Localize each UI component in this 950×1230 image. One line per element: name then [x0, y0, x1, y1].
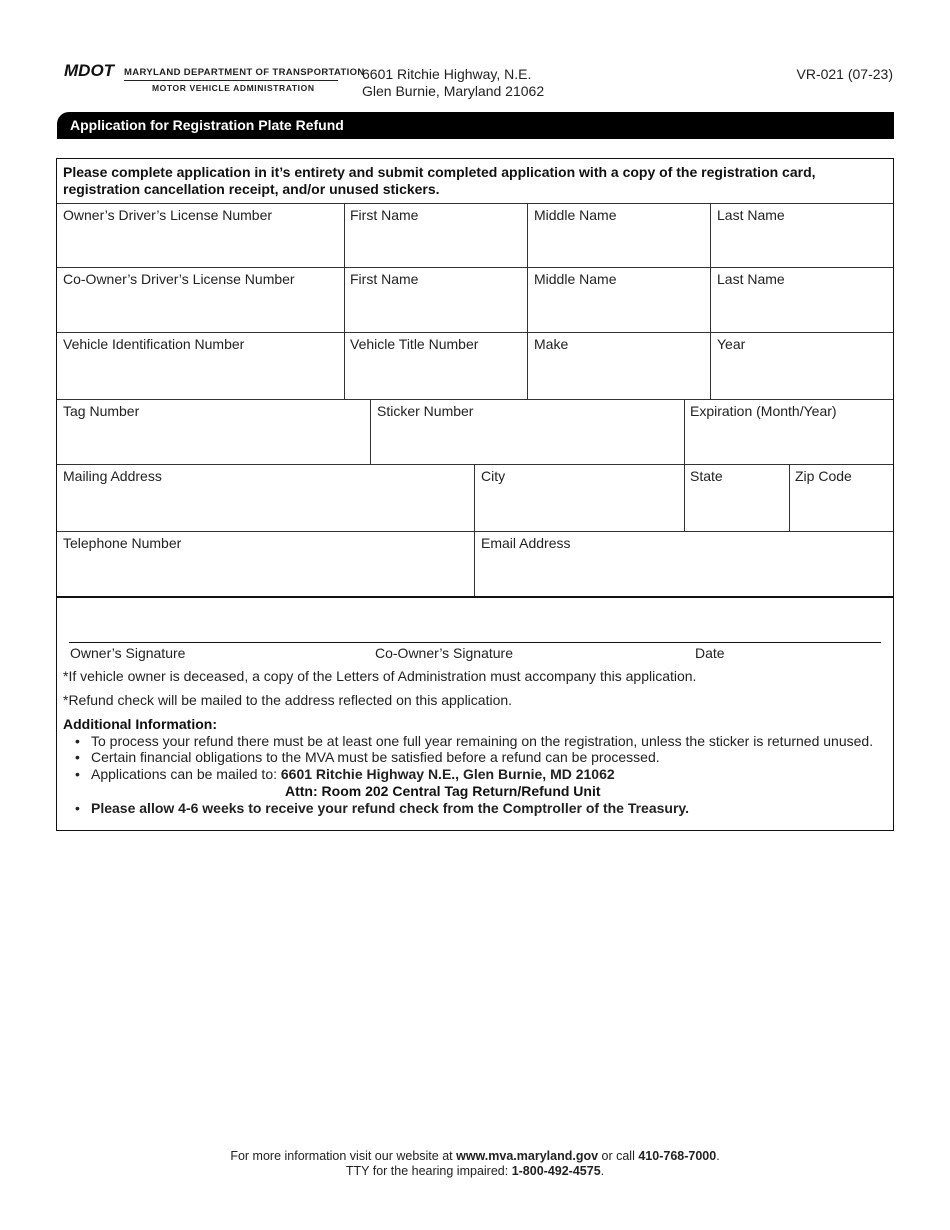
title-bar	[57, 112, 894, 139]
expiration-field[interactable]	[685, 400, 893, 464]
agency-division: MOTOR VEHICLE ADMINISTRATION	[152, 83, 315, 93]
signature-area[interactable]	[69, 601, 881, 641]
date-label: Date	[695, 645, 725, 661]
phone-number: 410-768-7000	[638, 1149, 717, 1163]
mdot-logo	[64, 62, 122, 78]
footer-text: .	[716, 1149, 720, 1163]
telephone-label: Telephone Number	[63, 535, 182, 551]
owner-first-name-label: First Name	[350, 207, 419, 223]
bullet-text: Applications can be mailed to:	[91, 766, 281, 782]
bullet-text: Certain financial obligations to the MVA must be satisfied before a refund can be processed.	[91, 749, 660, 765]
expiration-label: Expiration (Month/Year)	[690, 403, 837, 419]
year-field[interactable]	[711, 333, 893, 399]
coowner-last-name-label: Last Name	[717, 271, 785, 287]
form-number: VR-021 (07-23)	[796, 66, 893, 82]
coowner-last-name-field[interactable]	[711, 268, 893, 332]
list-item: • Certain financial obligations to the MVA must be satisfied before a refund can be processed.	[75, 749, 660, 765]
email-field[interactable]	[475, 532, 893, 596]
address-line-2: Glen Burnie, Maryland 21062	[362, 83, 545, 99]
owner-middle-name-field[interactable]	[528, 203, 710, 267]
make-label: Make	[534, 336, 569, 352]
email-label: Email Address	[481, 535, 571, 551]
form-title: Application for Registration Plate Refund	[70, 117, 344, 133]
title-number-label: Vehicle Title Number	[350, 336, 479, 352]
sticker-number-label: Sticker Number	[377, 403, 474, 419]
footer-text: For more information visit our website at	[230, 1149, 457, 1163]
mailing-address-field[interactable]	[57, 465, 474, 531]
tag-number-label: Tag Number	[63, 403, 140, 419]
footer-text: .	[600, 1164, 605, 1178]
title-number-field[interactable]	[345, 333, 527, 399]
make-field[interactable]	[528, 333, 710, 399]
list-item: • To process your refund there must be at least one full year remaining on the registration, unless the sticker is returned unused.	[75, 733, 874, 749]
refund-mail-note: *Refund check will be mailed to the address reflected on this application.	[63, 692, 513, 708]
state-field[interactable]	[685, 465, 789, 531]
application-form	[56, 158, 894, 831]
owner-middle-name-label: Middle Name	[534, 207, 617, 223]
coowner-middle-name-field[interactable]	[528, 268, 710, 332]
logo-text: MDOT	[64, 62, 115, 78]
bullet-text: To process your refund there must be at least one full year remaining on the registration, unless the sticker is returned unused.	[91, 733, 874, 749]
deceased-note: *If vehicle owner is deceased, a copy of the Letters of Administration must accompany this application.	[63, 668, 697, 684]
signature-line	[69, 642, 881, 643]
sticker-number-field[interactable]	[371, 400, 684, 464]
coowner-dl-field[interactable]	[57, 268, 344, 332]
address-line-1: 6601 Ritchie Highway, N.E.	[362, 66, 532, 82]
year-label: Year	[717, 336, 746, 352]
owner-last-name-field[interactable]	[711, 203, 893, 267]
agency-name: MARYLAND DEPARTMENT OF TRANSPORTATION	[124, 67, 365, 78]
city-label: City	[481, 468, 506, 484]
form-instructions: Please complete application in it’s entirety and submit completed application with a copy of the registration card, registration cancellation receipt, and/or unused stickers.	[63, 164, 816, 197]
mailing-address-label: Mailing Address	[63, 468, 162, 484]
zip-code-label: Zip Code	[795, 468, 852, 484]
additional-info-heading: Additional Information:	[63, 716, 217, 732]
state-label: State	[690, 468, 723, 484]
list-item: • Please allow 4-6 weeks to receive your refund check from the Comptroller of the Treasury.	[75, 800, 690, 816]
owner-signature-label: Owner’s Signature	[70, 645, 186, 661]
zip-code-field[interactable]	[790, 465, 893, 531]
tag-number-field[interactable]	[57, 400, 370, 464]
coowner-middle-name-label: Middle Name	[534, 271, 617, 287]
mailing-address: 6601 Ritchie Highway N.E., Glen Burnie, MD 21062	[280, 766, 615, 782]
list-item: • Applications can be mailed to: 6601 Ritchie Highway N.E., Glen Burnie, MD 21062	[75, 766, 615, 782]
bullet-text: Please allow 4-6 weeks to receive your refund check from the Comptroller of the Treasury.	[91, 800, 690, 816]
vin-field[interactable]	[57, 333, 344, 399]
section-divider	[57, 596, 893, 598]
owner-dl-label: Owner’s Driver’s License Number	[63, 207, 273, 223]
owner-last-name-label: Last Name	[717, 207, 785, 223]
owner-dl-field[interactable]	[57, 203, 344, 267]
coowner-signature-label: Co-Owner’s Signature	[375, 645, 513, 661]
footer-text: TTY for the hearing impaired:	[345, 1164, 512, 1178]
footer-line-1	[0, 1149, 950, 1163]
city-field[interactable]	[475, 465, 684, 531]
coowner-first-name-field[interactable]	[345, 268, 527, 332]
owner-first-name-field[interactable]	[345, 203, 527, 267]
mailing-attn: Attn: Room 202 Central Tag Return/Refund Unit	[285, 783, 601, 799]
tty-number: 1-800-492-4575	[511, 1164, 601, 1178]
coowner-first-name-label: First Name	[350, 271, 419, 287]
agency-address	[362, 66, 544, 100]
footer-text: or call	[598, 1149, 639, 1163]
logo-divider	[124, 80, 338, 81]
telephone-field[interactable]	[57, 532, 474, 596]
website-link[interactable]: www.mva.maryland.gov	[456, 1149, 599, 1163]
footer-line-2	[0, 1164, 950, 1178]
coowner-dl-label: Co-Owner’s Driver’s License Number	[63, 271, 295, 287]
vin-label: Vehicle Identification Number	[63, 336, 245, 352]
